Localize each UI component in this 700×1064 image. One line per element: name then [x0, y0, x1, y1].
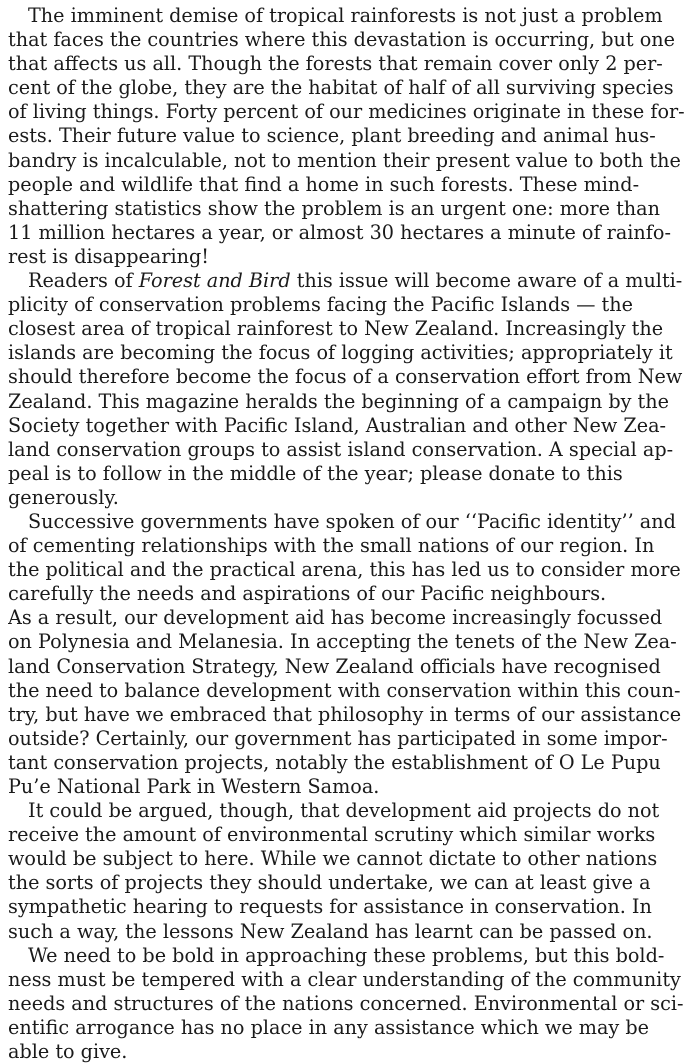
- text-line: the political and the practical arena, this has led us to consider more: [8, 558, 681, 582]
- text-line: that faces the countries where this devastation is occurring, but one: [8, 28, 675, 52]
- text-line: needs and structures of the nations concerned. Environmental or sci-: [8, 991, 684, 1015]
- magazine-title: Forest and Bird: [138, 269, 291, 293]
- text-line: As a result, our development aid has become increasingly focussed: [8, 606, 663, 630]
- text-line: peal is to follow in the middle of the year; please donate to this: [8, 461, 623, 485]
- text-line: Society together with Pacific Island, Australian and other New Zea-: [8, 413, 667, 437]
- paragraph-2: [8, 269, 698, 510]
- text-span: this issue will become aware of a multi-: [290, 269, 683, 293]
- text-line: on Polynesia and Melanesia. In accepting the tenets of the New Zea-: [8, 630, 677, 654]
- text-line: that affects us all. Though the forests that remain cover only 2 per-: [8, 52, 663, 76]
- text-line: rest is disappearing!: [8, 244, 209, 268]
- text-line: should therefore become the focus of a conservation effort from New: [8, 365, 683, 389]
- text-line: Zealand. This magazine heralds the beginning of a campaign by the: [8, 389, 669, 413]
- text-line: would be subject to here. While we cannot dictate to other nations: [8, 847, 658, 871]
- text-line: cent of the globe, they are the habitat of half of all surviving species: [8, 76, 674, 100]
- text-line: the need to balance development with conservation within this coun-: [8, 678, 681, 702]
- text-line: of living things. Forty percent of our medicines originate in these for-: [8, 100, 685, 124]
- text-line: It could be argued, though, that development aid projects do not: [28, 799, 660, 823]
- text-line: of cementing relationships with the small nations of our region. In: [8, 534, 655, 558]
- paragraph-3: [8, 510, 698, 799]
- text-line: people and wildlife that find a home in such forests. These mind-: [8, 172, 640, 196]
- text-line: closest area of tropical rainforest to New Zealand. Increasingly the: [8, 317, 664, 341]
- paragraph-1: [8, 4, 698, 269]
- paragraph-4: [8, 799, 698, 944]
- text-line: land Conservation Strategy, New Zealand officials have recognised: [8, 654, 661, 678]
- text-line: such a way, the lessons New Zealand has learnt can be passed on.: [8, 919, 653, 943]
- text-line: outside? Certainly, our government has participated in some impor-: [8, 726, 668, 750]
- text-line: generously.: [8, 485, 119, 509]
- text-line: islands are becoming the focus of logging activities; appropriately it: [8, 341, 673, 365]
- text-line: able to give.: [8, 1040, 128, 1064]
- text-line: sympathetic hearing to requests for assistance in conservation. In: [8, 895, 652, 919]
- text-line: entific arrogance has no place in any assistance which we may be: [8, 1015, 649, 1039]
- text-line: plicity of conservation problems facing the Pacific Islands — the: [8, 293, 633, 317]
- text-line: We need to be bold in approaching these problems, but this bold-: [28, 943, 665, 967]
- text-line: tant conservation projects, notably the establishment of O Le Pupu: [8, 750, 661, 774]
- article-body: [8, 4, 698, 1064]
- text-line: ness must be tempered with a clear understanding of the community: [8, 967, 681, 991]
- text-line: The imminent demise of tropical rainforests is not just a problem: [28, 4, 663, 27]
- text-line: ests. Their future value to science, plant breeding and animal hus-: [8, 124, 656, 148]
- text-line: Successive governments have spoken of our ‘‘Pacific identity’’ and: [28, 509, 676, 533]
- text-line: 11 million hectares a year, or almost 30 hectares a minute of rainfo-: [8, 220, 671, 244]
- text-line: receive the amount of environmental scrutiny which similar works: [8, 823, 656, 847]
- text-span: Readers of: [28, 269, 139, 293]
- text-line: the sorts of projects they should undertake, we can at least give a: [8, 871, 651, 895]
- text-line: Pu’e National Park in Western Samoa.: [8, 775, 380, 798]
- text-line: land conservation groups to assist island conservation. A special ap-: [8, 437, 674, 461]
- paragraph-5: [8, 944, 698, 1064]
- text-line: try, but have we embraced that philosophy in terms of our assistance: [8, 702, 682, 726]
- text-line: bandry is incalculable, not to mention their present value to both the: [8, 148, 681, 172]
- text-line: [8, 269, 698, 293]
- text-line: shattering statistics show the problem is an urgent one: more than: [8, 196, 660, 220]
- text-line: carefully the needs and aspirations of our Pacific neighbours.: [8, 582, 607, 606]
